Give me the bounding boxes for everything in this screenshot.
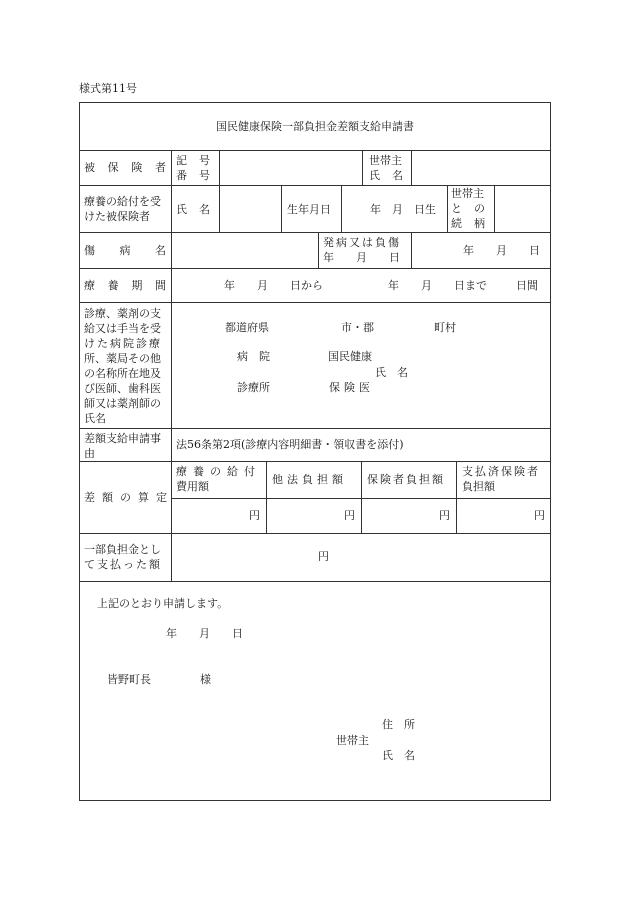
cost-amount-field[interactable] <box>171 498 266 533</box>
doctor-name-label: 氏 名 <box>375 366 408 379</box>
yen-unit: 円 <box>249 509 260 522</box>
yen-unit: 円 <box>439 509 450 522</box>
row-divider <box>79 581 551 582</box>
clinic-label-line: 氏名 <box>84 412 106 425</box>
kigo-label: 記号 <box>176 154 222 167</box>
insurance-doctor-label: 保険医 <box>329 381 374 394</box>
row-divider <box>79 268 551 269</box>
paid-label-line2: て支払った額 <box>84 558 162 571</box>
insured-label: 被 保 険 者 <box>84 161 166 174</box>
reason-label-line1: 差額支給申請事 <box>84 432 161 445</box>
calc-header-cost-2: 費用額 <box>176 480 209 493</box>
prefecture-label: 都道府県 <box>225 321 269 334</box>
hospital-label: 病 院 <box>237 350 270 363</box>
column-divider <box>411 232 412 268</box>
clinic-label-line: 診療、薬剤の支 <box>84 307 161 320</box>
calc-header-insurer: 保険者負担額 <box>367 473 445 486</box>
calc-header-paid-2: 負担額 <box>462 480 495 493</box>
yen-unit: 円 <box>318 550 329 563</box>
calc-label: 差額の算定 <box>84 491 174 504</box>
reason-label-line2: 由 <box>84 447 95 460</box>
addressee: 皆野町長 <box>107 673 151 686</box>
onset-label: 発病又は負傷 <box>323 236 401 249</box>
recipient-name-label: 氏名 <box>176 203 222 216</box>
reason-text: 法56条第2項(診療内容明細書・領収書を添付) <box>176 438 404 451</box>
clinic-label-line: び医師、歯科医 <box>84 382 161 395</box>
column-divider <box>362 150 363 185</box>
relation-field[interactable] <box>494 185 551 232</box>
recipient-label-line1: 療養の給付を受 <box>84 195 161 208</box>
period-to: 年 月 日まで <box>388 279 487 292</box>
relation-label-2: との <box>451 202 497 215</box>
row-divider <box>79 428 551 429</box>
form-number: 様式第11号 <box>79 82 137 95</box>
period-label: 療 養 期 間 <box>84 279 166 292</box>
injury-label: 傷 病 名 <box>84 244 166 257</box>
onset-date-label: 年 月 日 <box>323 251 400 264</box>
insurer-amount-field[interactable] <box>361 498 456 533</box>
column-divider <box>341 185 342 232</box>
row-divider <box>79 461 551 462</box>
form-title: 国民健康保険一部負担金差額支給申請書 <box>216 120 414 133</box>
applicant-name-label: 氏 名 <box>382 749 415 762</box>
clinic-label-line: 師又は薬剤師の <box>84 397 161 410</box>
paid-amount-field[interactable] <box>171 533 551 581</box>
period-days: 日間 <box>516 279 538 292</box>
insured-number-field[interactable] <box>219 150 362 185</box>
honorific: 様 <box>200 673 211 686</box>
householder-sign-label: 世帯主 <box>336 734 369 747</box>
householder-name-label: 氏名 <box>369 169 415 182</box>
paid-label-line1: 一部負担金とし <box>84 543 161 556</box>
paid-insurer-amount-field[interactable] <box>456 498 551 533</box>
row-divider <box>79 302 551 303</box>
declaration-date: 年 月 日 <box>166 627 243 640</box>
clinic-type-label: 診療所 <box>237 381 270 394</box>
clinic-label <box>84 306 162 426</box>
relation-label-1: 世帯主 <box>451 187 484 200</box>
bango-label: 番号 <box>176 169 222 182</box>
clinic-label-line: の名称所在地及 <box>84 367 161 380</box>
other-law-amount-field[interactable] <box>266 498 361 533</box>
householder-name-field[interactable] <box>411 150 551 185</box>
calc-header-other: 他法負担額 <box>272 473 347 486</box>
row-divider <box>79 185 551 186</box>
city-label: 市・郡 <box>341 321 374 334</box>
column-divider <box>318 232 319 268</box>
period-from: 年 月 日から <box>224 279 323 292</box>
onset-date-value: 年 月 日 <box>463 244 540 257</box>
town-label: 町村 <box>434 321 456 334</box>
calc-header-cost: 療養の給付 <box>176 465 261 478</box>
column-divider <box>281 185 282 232</box>
address-label: 住 所 <box>382 718 415 731</box>
column-divider <box>447 185 448 232</box>
clinic-label-line: 給又は手当を受 <box>84 322 161 335</box>
recipient-label-line2: けた被保険者 <box>84 210 150 223</box>
birthdate-label: 生年月日 <box>287 203 331 216</box>
recipient-name-field[interactable] <box>219 185 281 232</box>
birthdate-value: 年 月 日生 <box>370 203 436 216</box>
declaration-text: 上記のとおり申請します。 <box>97 597 229 610</box>
calc-header-paid: 支払済保険者 <box>462 465 540 478</box>
clinic-label-line: 所、薬局その他 <box>84 352 161 365</box>
clinic-label-line: けた病院診療 <box>84 337 162 350</box>
injury-name-field[interactable] <box>171 232 318 268</box>
national-health-label: 国民健康 <box>328 350 372 363</box>
yen-unit: 円 <box>534 509 545 522</box>
yen-unit: 円 <box>344 509 355 522</box>
householder-label: 世帯主 <box>369 154 402 167</box>
relation-label-3: 続柄 <box>451 217 497 230</box>
